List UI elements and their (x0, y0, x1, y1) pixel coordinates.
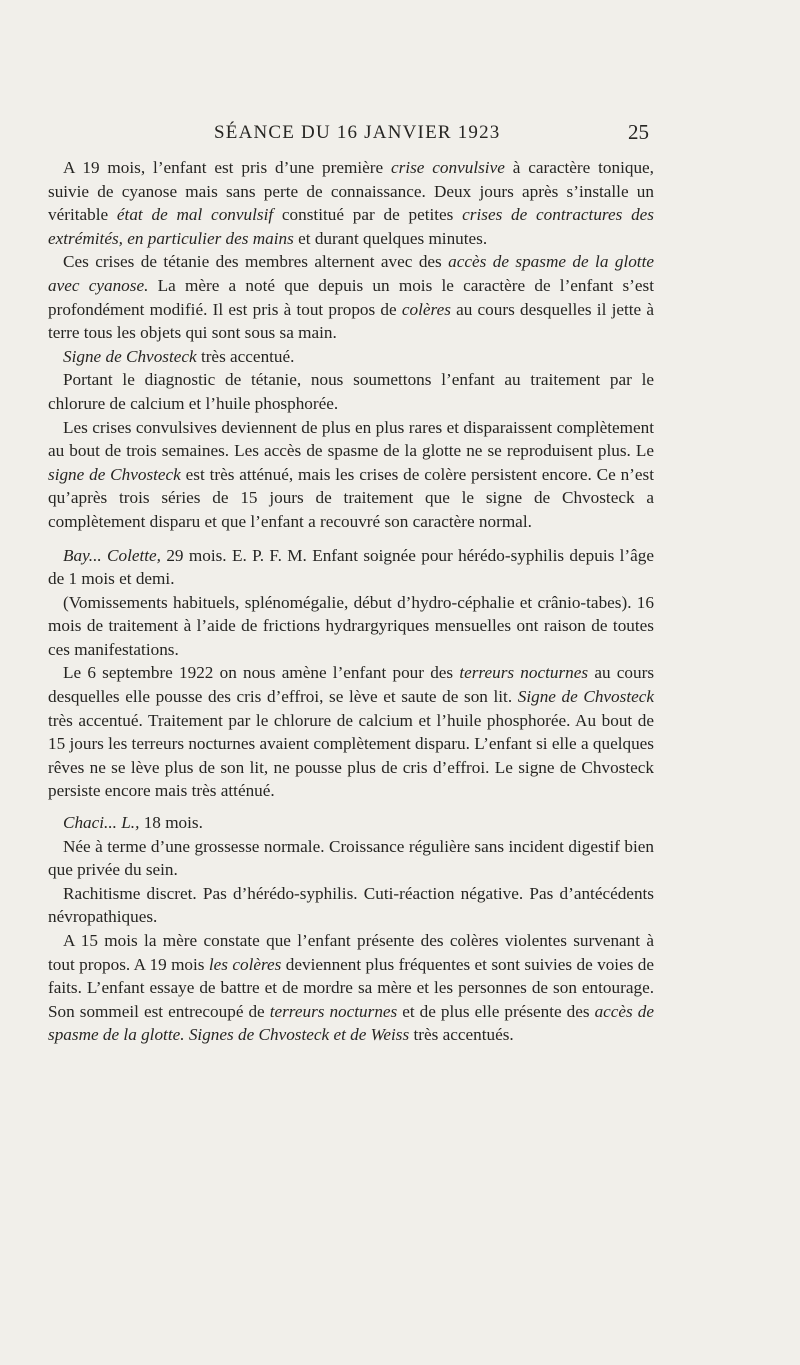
text-run: très accentués. (409, 1025, 514, 1045)
page-number: 25 (628, 120, 649, 144)
case-heading-paragraph (48, 811, 654, 835)
text-run: Le 6 septembre 1922 on nous amène l’enfant pour des (63, 663, 460, 683)
case-heading-paragraph (48, 544, 654, 591)
paragraph (48, 368, 654, 415)
italic-run: accès de spasme de la glotte. Signes de Chvosteck et de Weiss (48, 1001, 654, 1045)
text-run: au cours desquelles il jette à terre tous les objets qui sont sous sa main. (48, 299, 655, 343)
italic-run: accès de spasme de la glotte avec cyanose. (48, 252, 654, 295)
text-run: constitué par de petites (273, 205, 463, 225)
text-run: La mère a noté que depuis un mois le caractère de l’enfant s’est profondément modifié. Il est pris à tout propos de (48, 275, 654, 319)
text-run: et durant quelques minutes. (293, 228, 488, 248)
italic-run: signe de Chvosteck (48, 464, 181, 484)
italic-run: crise convulsive (391, 158, 505, 177)
paragraph (48, 156, 654, 250)
text-run: Les crises convulsives deviennent de plus en plus rares et disparaissent complètement au bout de trois semaines. Les accès de spasme de la glotte ne se reproduisent plus. Le (48, 417, 654, 461)
body-text (48, 156, 654, 1047)
italic-run: crises de contractures des extrémités, en particulier des mains (48, 205, 654, 248)
paragraph (48, 661, 654, 803)
text-run: est très atténué, mais les crises de colère persistent encore. Ce n’est qu’après trois séries de 15 jours de traitement que le signe de Chvosteck a complètement disparu et que l’enfant a recouvré son caractère normal. (48, 464, 655, 531)
running-title: SÉANCE DU 16 JANVIER 1923 (214, 122, 501, 143)
paragraph (48, 929, 654, 1047)
text-run: 18 mois. (139, 813, 203, 833)
running-header (0, 118, 800, 148)
italic-run: terreurs nocturnes (459, 663, 589, 683)
italic-run: état de mal convulsif (116, 205, 274, 225)
text-run: A 15 mois la mère constate que l’enfant présente des colères violentes survenant à tout propos. A 19 mois (48, 931, 654, 974)
text-run: deviennent plus fréquentes et sont suivies de voies de faits. L’enfant essaye de battre et de mordre sa mère et les personnes de son entourage. Son sommeil est entrecoupé de (48, 954, 655, 1021)
text-run: 29 mois. E. P. F. M. Enfant soignée pour hérédo-syphilis depuis l’âge de 1 mois et demi. (48, 545, 654, 589)
paragraph (48, 250, 654, 344)
text-run: au cours desquelles elle pousse des cris d’effroi, se lève et saute de son lit. (48, 663, 655, 707)
text-run: Ces crises de tétanie des membres alternent avec des (63, 252, 449, 272)
paragraph (48, 835, 654, 882)
text-run: Portant le diagnostic de tétanie, nous soumettons l’enfant au traitement par le chlorure de calcium et l’huile phosphorée. (48, 370, 654, 413)
italic-run: colères (401, 299, 451, 319)
text-run: à caractère tonique, suivie de cyanose mais sans perte de connaissance. Deux jours après s’installe un véritable (48, 158, 654, 225)
text-run: (Vomissements habituels, splénomégalie, début d’hydro-céphalie et crânio-tabes). 16 mois de traitement à l’aide de frictions hydrargyriques mensuelles ont raison de toutes ces manifestations. (48, 592, 654, 659)
paragraph (48, 591, 654, 662)
text-run: A 19 mois, l’enfant est pris d’une première (63, 158, 391, 177)
paragraph (48, 416, 654, 534)
italic-run: les colères (208, 954, 282, 974)
italic-run: Bay... Colette, (63, 545, 161, 565)
text-run: Née à terme d’une grossesse normale. Croissance régulière sans incident digestif bien que privée du sein. (48, 836, 654, 880)
italic-run: Signe de Chvosteck (63, 346, 197, 366)
paragraph (48, 882, 654, 929)
text-run: très accentué. Traitement par le chlorure de calcium et l’huile phosphorée. Au bout de 15 jours les terreurs nocturnes avaient complètement disparu. L’enfant si elle a quelques rêves ne se lève plus de son lit, ne pousse plus de cris d’effroi. Le signe de Chvosteck persiste encore mais très atténué. (48, 710, 654, 801)
italic-run: Chaci... L., (63, 813, 140, 833)
text-run: très accentué. (196, 346, 295, 366)
text-run: Rachitisme discret. Pas d’hérédo-syphilis. Cuti-réaction négative. Pas d’antécédents névropathiques. (48, 883, 654, 927)
italic-run: terreurs nocturnes (269, 1001, 398, 1021)
italic-run: Signe de Chvosteck (517, 687, 654, 707)
paragraph (48, 345, 654, 369)
text-run: et de plus elle présente des (397, 1001, 595, 1021)
